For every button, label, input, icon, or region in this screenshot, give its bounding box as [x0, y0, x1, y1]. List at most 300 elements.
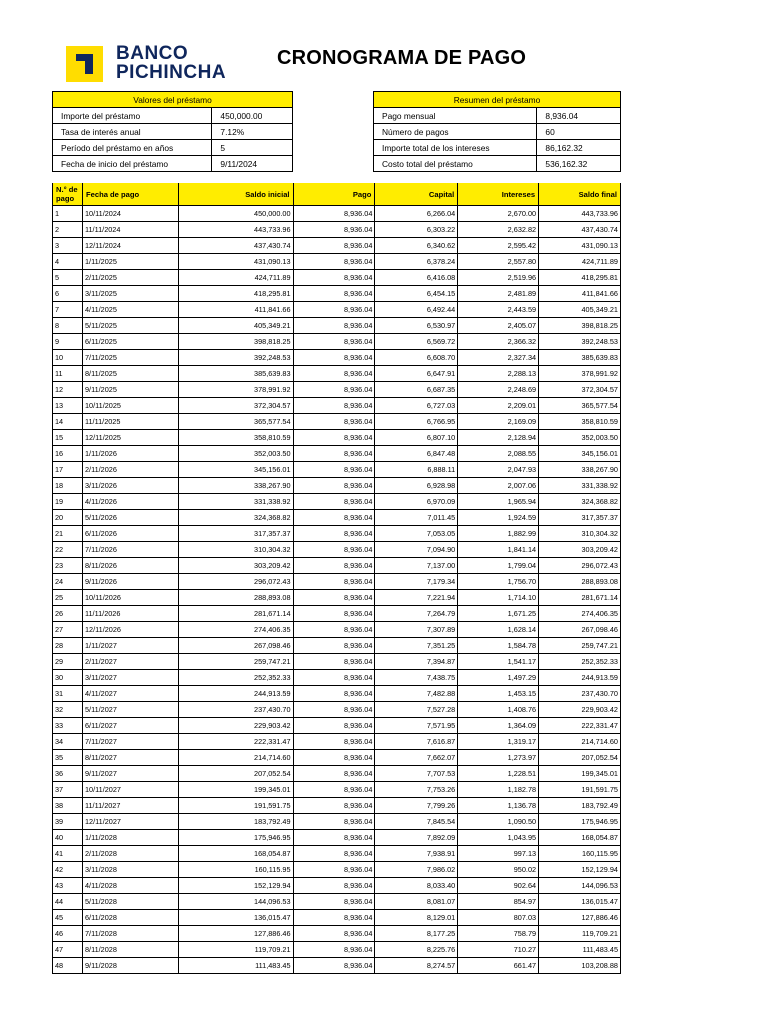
cell-payment: 8,936.04 [293, 574, 375, 590]
cell-principal: 8,274.57 [375, 958, 458, 974]
cell-payment: 8,936.04 [293, 334, 375, 350]
table-row [53, 638, 621, 654]
loan-summary-table [373, 91, 621, 172]
summary-row [53, 124, 293, 140]
cell-closing-balance: 324,368.82 [539, 494, 621, 510]
cell-closing-balance: 127,886.46 [539, 910, 621, 926]
cell-principal: 6,340.62 [375, 238, 458, 254]
cell-opening-balance: 175,946.95 [178, 830, 293, 846]
cell-principal: 8,225.76 [375, 942, 458, 958]
cell-payment-date: 6/11/2025 [82, 334, 178, 350]
cell-principal: 6,266.04 [375, 206, 458, 222]
cell-interest: 1,182.78 [458, 782, 539, 798]
cell-interest: 902.64 [458, 878, 539, 894]
cell-opening-balance: 281,671.14 [178, 606, 293, 622]
cell-payment: 8,936.04 [293, 446, 375, 462]
cell-payment: 8,936.04 [293, 622, 375, 638]
cell-payment-date: 10/11/2024 [82, 206, 178, 222]
cell-opening-balance: 443,733.96 [178, 222, 293, 238]
cell-principal: 6,928.98 [375, 478, 458, 494]
col-header-opening-balance: Saldo inicial [178, 183, 293, 206]
cell-opening-balance: 267,098.46 [178, 638, 293, 654]
cell-payment-date: 3/11/2025 [82, 286, 178, 302]
cell-closing-balance: 267,098.46 [539, 622, 621, 638]
cell-principal: 7,394.87 [375, 654, 458, 670]
cell-opening-balance: 310,304.32 [178, 542, 293, 558]
cell-payment: 8,936.04 [293, 846, 375, 862]
cell-interest: 2,248.69 [458, 382, 539, 398]
cell-payment-number: 47 [53, 942, 83, 958]
cell-payment: 8,936.04 [293, 734, 375, 750]
cell-interest: 1,043.95 [458, 830, 539, 846]
col-header-payment-date: Fecha de pago [82, 183, 178, 206]
cell-closing-balance: 111,483.45 [539, 942, 621, 958]
cell-principal: 7,845.54 [375, 814, 458, 830]
summary-value: 8,936.04 [537, 108, 621, 124]
cell-principal: 8,081.07 [375, 894, 458, 910]
table-row [53, 382, 621, 398]
cell-opening-balance: 259,747.21 [178, 654, 293, 670]
summary-value: 5 [212, 140, 293, 156]
table-row [53, 302, 621, 318]
table-row [53, 526, 621, 542]
table-row [53, 478, 621, 494]
cell-payment-number: 10 [53, 350, 83, 366]
cell-payment-date: 10/11/2025 [82, 398, 178, 414]
cell-opening-balance: 418,295.81 [178, 286, 293, 302]
cell-closing-balance: 183,792.49 [539, 798, 621, 814]
cell-interest: 710.27 [458, 942, 539, 958]
cell-payment-number: 11 [53, 366, 83, 382]
cell-interest: 1,319.17 [458, 734, 539, 750]
cell-closing-balance: 288,893.08 [539, 574, 621, 590]
cell-closing-balance: 418,295.81 [539, 270, 621, 286]
cell-opening-balance: 207,052.54 [178, 766, 293, 782]
cell-payment-number: 26 [53, 606, 83, 622]
cell-closing-balance: 378,991.92 [539, 366, 621, 382]
cell-closing-balance: 175,946.95 [539, 814, 621, 830]
table-row [53, 750, 621, 766]
cell-payment: 8,936.04 [293, 814, 375, 830]
cell-payment: 8,936.04 [293, 718, 375, 734]
table-row [53, 254, 621, 270]
cell-payment: 8,936.04 [293, 654, 375, 670]
cell-payment: 8,936.04 [293, 398, 375, 414]
cell-interest: 2,481.89 [458, 286, 539, 302]
cell-principal: 7,707.53 [375, 766, 458, 782]
cell-opening-balance: 183,792.49 [178, 814, 293, 830]
cell-payment: 8,936.04 [293, 478, 375, 494]
cell-principal: 6,727.03 [375, 398, 458, 414]
cell-closing-balance: 214,714.60 [539, 734, 621, 750]
cell-opening-balance: 199,345.01 [178, 782, 293, 798]
cell-opening-balance: 317,357.37 [178, 526, 293, 542]
cell-principal: 8,129.01 [375, 910, 458, 926]
cell-payment-date: 6/11/2026 [82, 526, 178, 542]
cell-payment-number: 38 [53, 798, 83, 814]
cell-payment-date: 8/11/2026 [82, 558, 178, 574]
cell-principal: 7,753.26 [375, 782, 458, 798]
cell-opening-balance: 119,709.21 [178, 942, 293, 958]
col-header-payment-number: N.° de pago [53, 183, 83, 206]
cell-principal: 6,416.08 [375, 270, 458, 286]
cell-payment: 8,936.04 [293, 782, 375, 798]
cell-opening-balance: 160,115.95 [178, 862, 293, 878]
table-row [53, 910, 621, 926]
cell-payment-date: 12/11/2026 [82, 622, 178, 638]
cell-opening-balance: 405,349.21 [178, 318, 293, 334]
cell-opening-balance: 152,129.94 [178, 878, 293, 894]
payment-schedule-table [52, 183, 621, 974]
cell-opening-balance: 431,090.13 [178, 254, 293, 270]
summary-label: Pago mensual [374, 108, 537, 124]
summary-label: Período del préstamo en años [53, 140, 212, 156]
cell-payment-number: 46 [53, 926, 83, 942]
cell-payment: 8,936.04 [293, 350, 375, 366]
table-row [53, 206, 621, 222]
cell-interest: 997.13 [458, 846, 539, 862]
cell-opening-balance: 244,913.59 [178, 686, 293, 702]
cell-interest: 2,595.42 [458, 238, 539, 254]
table-row [53, 654, 621, 670]
cell-opening-balance: 338,267.90 [178, 478, 293, 494]
cell-closing-balance: 199,345.01 [539, 766, 621, 782]
cell-payment: 8,936.04 [293, 638, 375, 654]
cell-closing-balance: 237,430.70 [539, 686, 621, 702]
cell-payment-date: 1/11/2025 [82, 254, 178, 270]
table-row [53, 270, 621, 286]
cell-payment-date: 8/11/2028 [82, 942, 178, 958]
cell-payment: 8,936.04 [293, 462, 375, 478]
cell-payment-number: 36 [53, 766, 83, 782]
cell-opening-balance: 358,810.59 [178, 430, 293, 446]
cell-closing-balance: 259,747.21 [539, 638, 621, 654]
cell-opening-balance: 398,818.25 [178, 334, 293, 350]
cell-payment-number: 1 [53, 206, 83, 222]
cell-payment-date: 2/11/2026 [82, 462, 178, 478]
cell-principal: 8,033.40 [375, 878, 458, 894]
table-row [53, 958, 621, 974]
cell-payment: 8,936.04 [293, 686, 375, 702]
cell-payment-number: 29 [53, 654, 83, 670]
cell-opening-balance: 411,841.66 [178, 302, 293, 318]
cell-principal: 6,847.48 [375, 446, 458, 462]
cell-interest: 2,047.93 [458, 462, 539, 478]
cell-payment-number: 40 [53, 830, 83, 846]
cell-closing-balance: 103,208.88 [539, 958, 621, 974]
cell-closing-balance: 385,639.83 [539, 350, 621, 366]
cell-payment-number: 24 [53, 574, 83, 590]
cell-payment-number: 41 [53, 846, 83, 862]
cell-payment-date: 9/11/2025 [82, 382, 178, 398]
cell-principal: 7,482.88 [375, 686, 458, 702]
cell-closing-balance: 207,052.54 [539, 750, 621, 766]
table-row [53, 734, 621, 750]
table-row [53, 606, 621, 622]
cell-principal: 7,892.09 [375, 830, 458, 846]
cell-interest: 2,128.94 [458, 430, 539, 446]
table-row [53, 782, 621, 798]
cell-payment-number: 22 [53, 542, 83, 558]
cell-payment: 8,936.04 [293, 286, 375, 302]
bank-logo-text [116, 44, 226, 82]
cell-payment: 8,936.04 [293, 910, 375, 926]
cell-principal: 7,662.07 [375, 750, 458, 766]
cell-principal: 7,264.79 [375, 606, 458, 622]
cell-payment-date: 4/11/2026 [82, 494, 178, 510]
cell-payment: 8,936.04 [293, 958, 375, 974]
cell-closing-balance: 244,913.59 [539, 670, 621, 686]
cell-interest: 2,557.80 [458, 254, 539, 270]
table-row [53, 350, 621, 366]
cell-payment: 8,936.04 [293, 606, 375, 622]
cell-principal: 7,307.89 [375, 622, 458, 638]
cell-principal: 6,492.44 [375, 302, 458, 318]
cell-payment: 8,936.04 [293, 318, 375, 334]
cell-opening-balance: 144,096.53 [178, 894, 293, 910]
summary-label: Importe del préstamo [53, 108, 212, 124]
cell-payment-date: 1/11/2028 [82, 830, 178, 846]
cell-principal: 7,053.05 [375, 526, 458, 542]
cell-opening-balance: 392,248.53 [178, 350, 293, 366]
cell-closing-balance: 392,248.53 [539, 334, 621, 350]
cell-interest: 1,714.10 [458, 590, 539, 606]
cell-payment-number: 19 [53, 494, 83, 510]
cell-interest: 1,671.25 [458, 606, 539, 622]
cell-payment: 8,936.04 [293, 750, 375, 766]
cell-payment-number: 21 [53, 526, 83, 542]
cell-closing-balance: 437,430.74 [539, 222, 621, 238]
loan-summary-body [374, 108, 621, 172]
cell-principal: 6,970.09 [375, 494, 458, 510]
table-row [53, 334, 621, 350]
cell-payment-date: 10/11/2027 [82, 782, 178, 798]
cell-payment-number: 30 [53, 670, 83, 686]
table-row [53, 494, 621, 510]
cell-opening-balance: 288,893.08 [178, 590, 293, 606]
cell-principal: 7,221.94 [375, 590, 458, 606]
cell-payment-date: 4/11/2025 [82, 302, 178, 318]
cell-principal: 6,608.70 [375, 350, 458, 366]
table-row [53, 462, 621, 478]
cell-payment-date: 7/11/2025 [82, 350, 178, 366]
cell-payment-date: 7/11/2026 [82, 542, 178, 558]
cell-payment-date: 5/11/2028 [82, 894, 178, 910]
table-row [53, 766, 621, 782]
cell-payment-date: 2/11/2027 [82, 654, 178, 670]
col-header-principal: Capital [375, 183, 458, 206]
cell-payment-date: 9/11/2026 [82, 574, 178, 590]
table-row [53, 862, 621, 878]
cell-payment: 8,936.04 [293, 590, 375, 606]
summary-row [374, 156, 621, 172]
cell-principal: 6,569.72 [375, 334, 458, 350]
cell-opening-balance: 437,430.74 [178, 238, 293, 254]
table-row [53, 622, 621, 638]
summary-row [53, 156, 293, 172]
cell-interest: 1,090.50 [458, 814, 539, 830]
cell-interest: 1,228.51 [458, 766, 539, 782]
cell-payment: 8,936.04 [293, 222, 375, 238]
cell-payment: 8,936.04 [293, 526, 375, 542]
cell-payment: 8,936.04 [293, 494, 375, 510]
cell-payment-date: 7/11/2028 [82, 926, 178, 942]
cell-payment: 8,936.04 [293, 942, 375, 958]
cell-closing-balance: 345,156.01 [539, 446, 621, 462]
cell-payment-date: 3/11/2028 [82, 862, 178, 878]
cell-payment: 8,936.04 [293, 382, 375, 398]
cell-interest: 661.47 [458, 958, 539, 974]
loan-summary-header: Resumen del préstamo [374, 92, 621, 108]
cell-payment-date: 8/11/2025 [82, 366, 178, 382]
cell-payment-number: 15 [53, 430, 83, 446]
cell-payment: 8,936.04 [293, 766, 375, 782]
cell-closing-balance: 274,406.35 [539, 606, 621, 622]
table-row [53, 590, 621, 606]
cell-closing-balance: 443,733.96 [539, 206, 621, 222]
cell-payment-date: 11/11/2027 [82, 798, 178, 814]
table-row [53, 814, 621, 830]
cell-interest: 2,632.82 [458, 222, 539, 238]
summary-label: Importe total de los intereses [374, 140, 537, 156]
cell-opening-balance: 372,304.57 [178, 398, 293, 414]
cell-payment-date: 2/11/2025 [82, 270, 178, 286]
cell-opening-balance: 191,591.75 [178, 798, 293, 814]
cell-payment-number: 37 [53, 782, 83, 798]
cell-payment-date: 9/11/2028 [82, 958, 178, 974]
cell-opening-balance: 274,406.35 [178, 622, 293, 638]
cell-payment-number: 4 [53, 254, 83, 270]
cell-payment: 8,936.04 [293, 510, 375, 526]
summary-label: Fecha de inicio del préstamo [53, 156, 212, 172]
cell-principal: 7,094.90 [375, 542, 458, 558]
cell-principal: 8,177.25 [375, 926, 458, 942]
cell-opening-balance: 385,639.83 [178, 366, 293, 382]
col-header-closing-balance: Saldo final [539, 183, 621, 206]
cell-payment-date: 11/11/2024 [82, 222, 178, 238]
cell-payment: 8,936.04 [293, 302, 375, 318]
cell-closing-balance: 168,054.87 [539, 830, 621, 846]
cell-closing-balance: 317,357.37 [539, 510, 621, 526]
cell-payment-number: 42 [53, 862, 83, 878]
cell-interest: 2,366.32 [458, 334, 539, 350]
cell-interest: 1,273.97 [458, 750, 539, 766]
col-header-payment: Pago [293, 183, 375, 206]
cell-payment-number: 18 [53, 478, 83, 494]
cell-interest: 2,169.09 [458, 414, 539, 430]
cell-payment: 8,936.04 [293, 670, 375, 686]
cell-closing-balance: 303,209.42 [539, 542, 621, 558]
cell-principal: 7,527.28 [375, 702, 458, 718]
cell-payment: 8,936.04 [293, 430, 375, 446]
cell-payment-number: 35 [53, 750, 83, 766]
table-row [53, 846, 621, 862]
table-row [53, 222, 621, 238]
cell-payment-number: 14 [53, 414, 83, 430]
cell-payment-date: 4/11/2028 [82, 878, 178, 894]
cell-payment-date: 12/11/2024 [82, 238, 178, 254]
table-row [53, 942, 621, 958]
cell-payment: 8,936.04 [293, 558, 375, 574]
cell-opening-balance: 324,368.82 [178, 510, 293, 526]
table-row [53, 926, 621, 942]
cell-opening-balance: 352,003.50 [178, 446, 293, 462]
cell-payment-number: 45 [53, 910, 83, 926]
cell-payment-number: 33 [53, 718, 83, 734]
cell-payment-number: 13 [53, 398, 83, 414]
cell-opening-balance: 450,000.00 [178, 206, 293, 222]
cell-principal: 6,687.35 [375, 382, 458, 398]
table-row [53, 718, 621, 734]
summary-row [374, 108, 621, 124]
summary-value: 9/11/2024 [212, 156, 293, 172]
cell-payment-number: 39 [53, 814, 83, 830]
cell-payment-date: 10/11/2026 [82, 590, 178, 606]
cell-payment-number: 32 [53, 702, 83, 718]
col-header-interest: Intereses [458, 183, 539, 206]
cell-payment-number: 17 [53, 462, 83, 478]
cell-interest: 2,327.34 [458, 350, 539, 366]
cell-interest: 1,965.94 [458, 494, 539, 510]
bank-logo-mark-icon [66, 46, 103, 82]
cell-payment-number: 16 [53, 446, 83, 462]
table-row [53, 414, 621, 430]
cell-interest: 2,405.07 [458, 318, 539, 334]
cell-payment-date: 6/11/2027 [82, 718, 178, 734]
cell-payment-number: 7 [53, 302, 83, 318]
table-row [53, 558, 621, 574]
cell-payment: 8,936.04 [293, 366, 375, 382]
cell-principal: 7,571.95 [375, 718, 458, 734]
cell-payment-date: 12/11/2027 [82, 814, 178, 830]
table-row [53, 318, 621, 334]
cell-closing-balance: 229,903.42 [539, 702, 621, 718]
cell-payment-date: 5/11/2025 [82, 318, 178, 334]
cell-interest: 807.03 [458, 910, 539, 926]
cell-payment-date: 1/11/2027 [82, 638, 178, 654]
cell-closing-balance: 296,072.43 [539, 558, 621, 574]
cell-payment-date: 4/11/2027 [82, 686, 178, 702]
cell-interest: 2,209.01 [458, 398, 539, 414]
cell-closing-balance: 281,671.14 [539, 590, 621, 606]
cell-principal: 7,011.45 [375, 510, 458, 526]
cell-payment-date: 5/11/2027 [82, 702, 178, 718]
cell-interest: 1,882.99 [458, 526, 539, 542]
cell-opening-balance: 252,352.33 [178, 670, 293, 686]
cell-opening-balance: 229,903.42 [178, 718, 293, 734]
cell-interest: 1,924.59 [458, 510, 539, 526]
table-row [53, 670, 621, 686]
cell-principal: 6,807.10 [375, 430, 458, 446]
cell-interest: 854.97 [458, 894, 539, 910]
cell-closing-balance: 144,096.53 [539, 878, 621, 894]
cell-closing-balance: 352,003.50 [539, 430, 621, 446]
cell-interest: 2,443.59 [458, 302, 539, 318]
cell-opening-balance: 222,331.47 [178, 734, 293, 750]
cell-payment-number: 9 [53, 334, 83, 350]
summary-label: Costo total del préstamo [374, 156, 537, 172]
summary-row [53, 108, 293, 124]
cell-closing-balance: 119,709.21 [539, 926, 621, 942]
schedule-header-row [53, 183, 621, 206]
cell-interest: 2,007.06 [458, 478, 539, 494]
cell-principal: 6,888.11 [375, 462, 458, 478]
table-row [53, 510, 621, 526]
cell-payment: 8,936.04 [293, 254, 375, 270]
table-row [53, 398, 621, 414]
cell-interest: 1,453.15 [458, 686, 539, 702]
cell-opening-balance: 303,209.42 [178, 558, 293, 574]
